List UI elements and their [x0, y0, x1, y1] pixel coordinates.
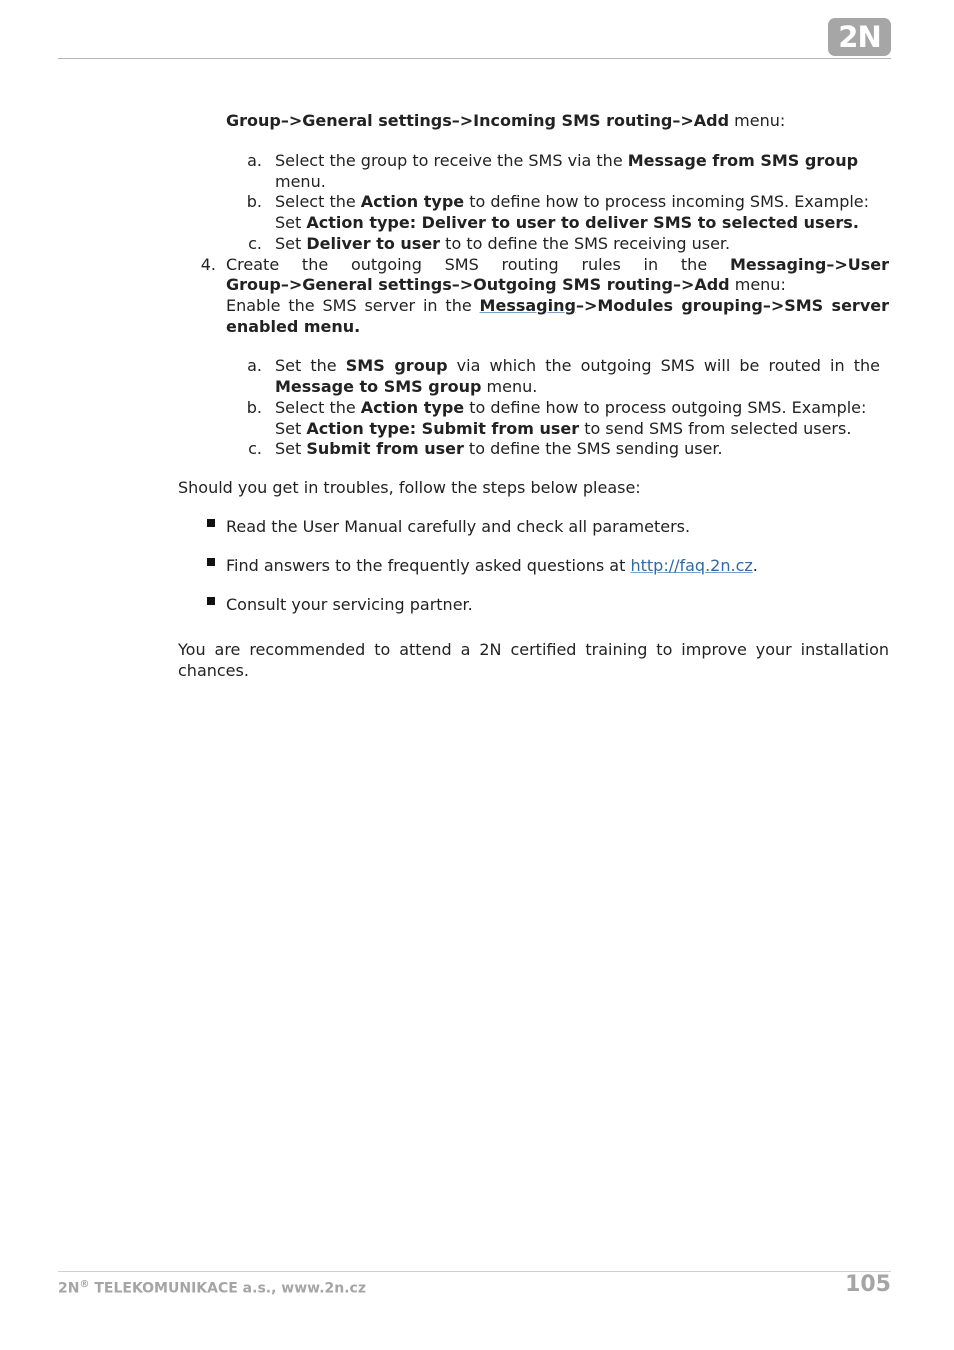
- faq-link[interactable]: http://faq.2n.cz: [630, 556, 753, 575]
- step3-c-marker: c.: [248, 234, 262, 253]
- step4-b-marker: b.: [246, 398, 262, 417]
- step4-line2: Group–>General settings–>Outgoing SMS routing–>Add menu:: [226, 275, 786, 294]
- step3-b-marker: b.: [246, 192, 262, 211]
- footer-divider: [58, 1271, 891, 1272]
- bullet-item: Find answers to the frequently asked questions at http://faq.2n.cz.: [226, 556, 758, 575]
- step4-c-line: Set Submit from user to define the SMS sending user.: [275, 439, 723, 458]
- step4-line1: Create the outgoing SMS routing rules in the Messaging–>User: [226, 255, 889, 274]
- step3-menu-path: Group–>General settings–>Incoming SMS routing–>Add menu:: [226, 111, 786, 130]
- bullet-item: Read the User Manual carefully and check all parameters.: [226, 517, 691, 536]
- bullet-marker: [207, 519, 215, 527]
- 2n-logo: 2N: [828, 18, 891, 56]
- step4-a-marker: a.: [247, 356, 262, 375]
- header-divider: [58, 58, 891, 59]
- step3-a-line2: menu.: [275, 172, 326, 191]
- page-number: 105: [845, 1272, 891, 1297]
- bullet-item: Consult your servicing partner.: [226, 595, 473, 614]
- messaging-link[interactable]: Messaging: [479, 296, 576, 315]
- step4-c-marker: c.: [248, 439, 262, 458]
- bullet-marker: [207, 597, 215, 605]
- footer-company: 2N® TELEKOMUNIKACE a.s., www.2n.cz: [58, 1279, 366, 1297]
- step4-b-line2: Set Action type: Submit from user to send SMS from selected users.: [275, 419, 852, 438]
- step3-a-marker: a.: [247, 151, 262, 170]
- troubles-intro: Should you get in troubles, follow the steps below please:: [178, 478, 641, 497]
- step3-b-line1: Select the Action type to define how to process incoming SMS. Example:: [275, 192, 870, 211]
- step4-line4: enabled menu.: [226, 317, 361, 336]
- step4-line3: Enable the SMS server in the Messaging–>Modules grouping–>SMS server: [226, 296, 889, 315]
- step3-c-line: Set Deliver to user to to define the SMS receiving user.: [275, 234, 731, 253]
- recommendation-line1: You are recommended to attend a 2N certified training to improve your installation: [178, 640, 889, 659]
- step4-marker: 4.: [200, 255, 216, 274]
- step4-a-line1: Set the SMS group via which the outgoing SMS will be routed in the: [275, 356, 881, 375]
- step4-b-line1: Select the Action type to define how to process outgoing SMS. Example:: [275, 398, 867, 417]
- bullet-marker: [207, 558, 215, 566]
- recommendation-line2: chances.: [178, 661, 249, 680]
- step3-b-line2: Set Action type: Deliver to user to deliver SMS to selected users.: [275, 213, 859, 232]
- step4-a-line2: Message to SMS group menu.: [275, 377, 538, 396]
- step3-a-line1: Select the group to receive the SMS via the Message from SMS group: [275, 151, 859, 170]
